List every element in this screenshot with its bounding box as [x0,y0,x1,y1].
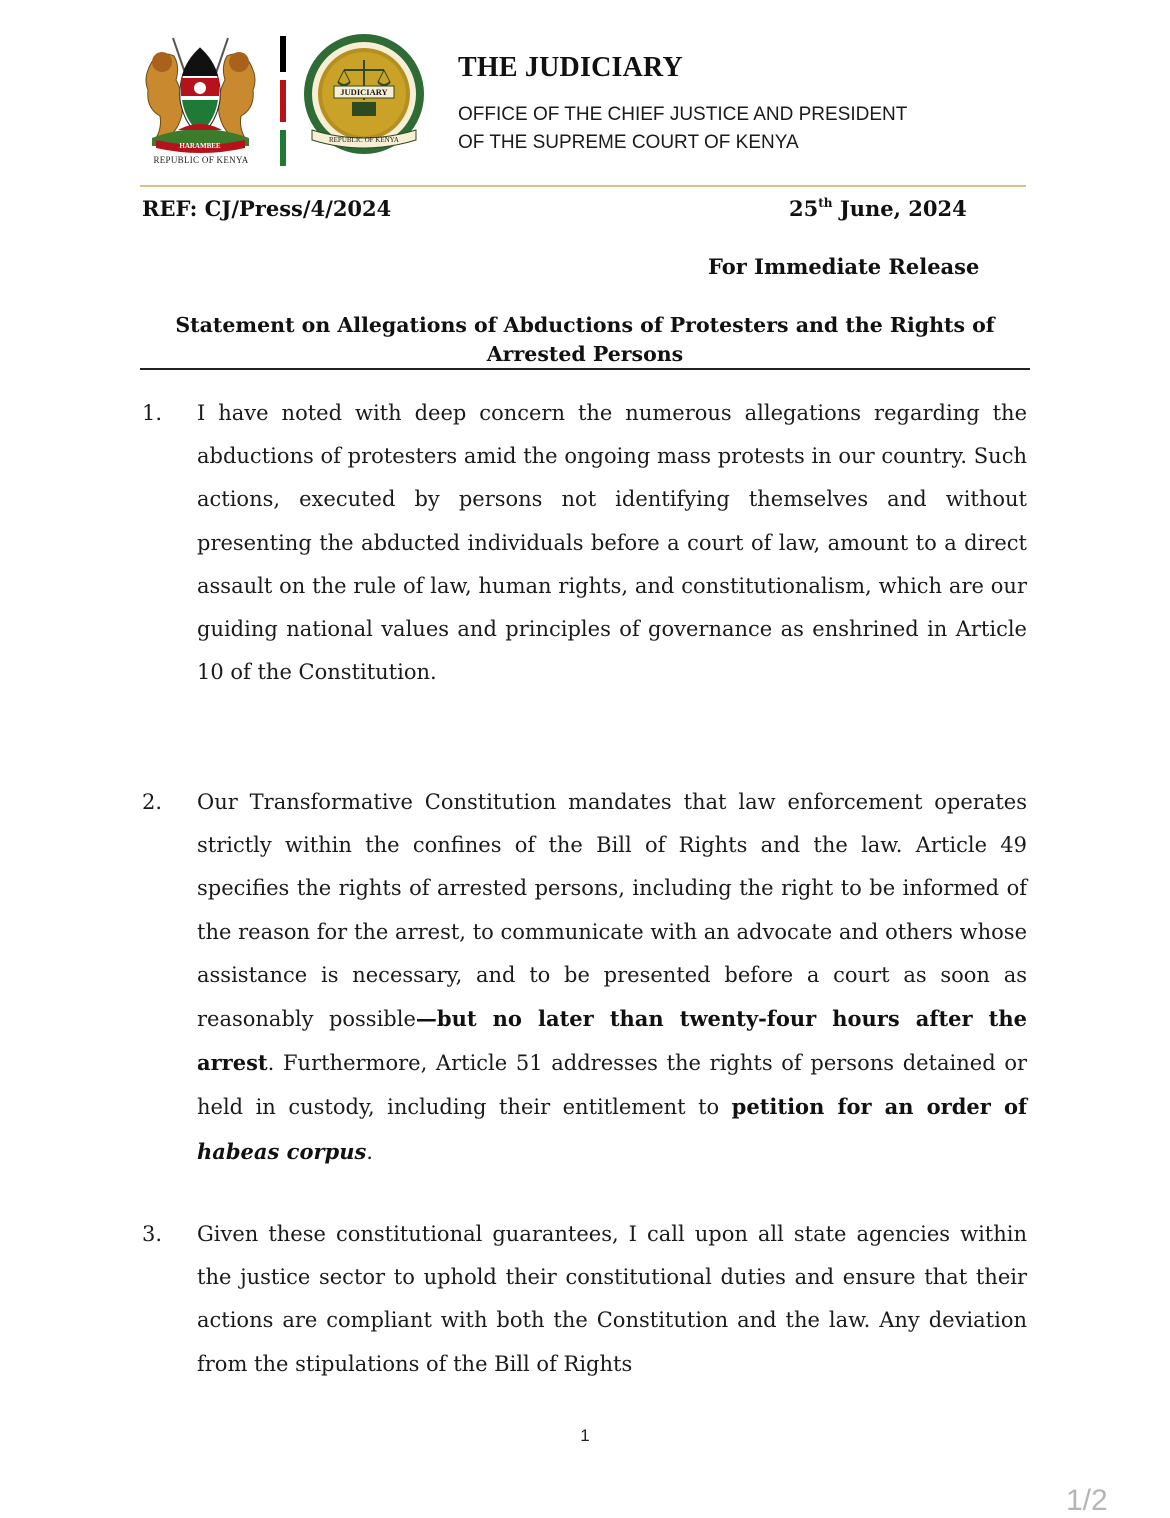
svg-text:HARAMBEE: HARAMBEE [179,142,221,150]
paragraph-2-bold-deadline: —but no later than twenty-four hours after the arrest [197,1006,1027,1076]
paragraph-2-text-a: Our Transformative Constitution mandates that law enforcement operates strictly within the confines of the Bill of Rights and the law. Article 49 specifies the rights of arrested persons, including the right to be informed of the reason for the arrest, to communicate with an advocate and others whose assistance is necessary, and to be presented before a court as soon as reasonably possible [197,790,1027,1032]
page-indicator: 1/2 [1066,1484,1108,1517]
paragraph-2-bold-petition: petition for an order of [731,1094,1027,1120]
svg-text:REPUBLIC OF KENYA: REPUBLIC OF KENYA [328,136,400,144]
date-month-year: June, 2024 [832,196,967,221]
judiciary-seal-logo [300,30,428,170]
page-number: 1 [580,1426,590,1445]
kenya-flag-divider [280,36,286,166]
paragraph-2-text-b: . Furthermore, Article 51 addresses the rights of persons detained or held in custody, including their entitlement to [197,1051,1027,1120]
office-subtitle-line-2: OF THE SUPREME COURT OF KENYA [458,132,799,153]
date-day: 25 [789,196,819,221]
reference-number: REF: CJ/Press/4/2024 [142,196,392,221]
paragraph-2 [197,781,1027,1174]
paragraph-number: 2. [142,790,163,814]
paragraph-2-text-c: . [366,1139,373,1164]
statement-title: Statement on Allegations of Abductions of Protesters and the Rights of Arrested Persons [175,313,995,366]
organization-title: THE JUDICIARY [458,52,683,83]
header-divider [140,185,1026,187]
coat-of-arms-caption: REPUBLIC OF KENYA [153,155,249,165]
paragraph-1: I have noted with deep concern the numerous allegations regarding the abductions of protesters amid the ongoing mass protests in our country. Such actions, executed by persons not identifying themselves and without presenting the abducted individuals before a court of law, amount to a direct assault on the rule of law, human rights, and constitutionalism, which are our guiding national values and principles of governance as enshrined in Article 10 of the Constitution. [197,401,1027,685]
release-date [789,196,967,221]
paragraph-number: 3. [142,1222,163,1246]
office-subtitle-line-1: OFFICE OF THE CHIEF JUSTICE AND PRESIDENT [458,104,908,125]
paragraph-number: 1. [142,401,163,425]
title-underline [140,368,1030,370]
release-notice: For Immediate Release [708,254,980,279]
kenya-coat-of-arms-logo [138,30,263,170]
svg-text:JUDICIARY: JUDICIARY [340,87,388,97]
paragraph-2-habeas-corpus: habeas corpus [197,1138,367,1164]
date-suffix: th [818,196,833,210]
paragraph-3: Given these constitutional guarantees, I call upon all state agencies within the justice sector to uphold their constitutional duties and ensure that their actions are compliant with both the Constitution and the law. Any deviation from the stipulations of the Bill of Rights [197,1222,1027,1376]
